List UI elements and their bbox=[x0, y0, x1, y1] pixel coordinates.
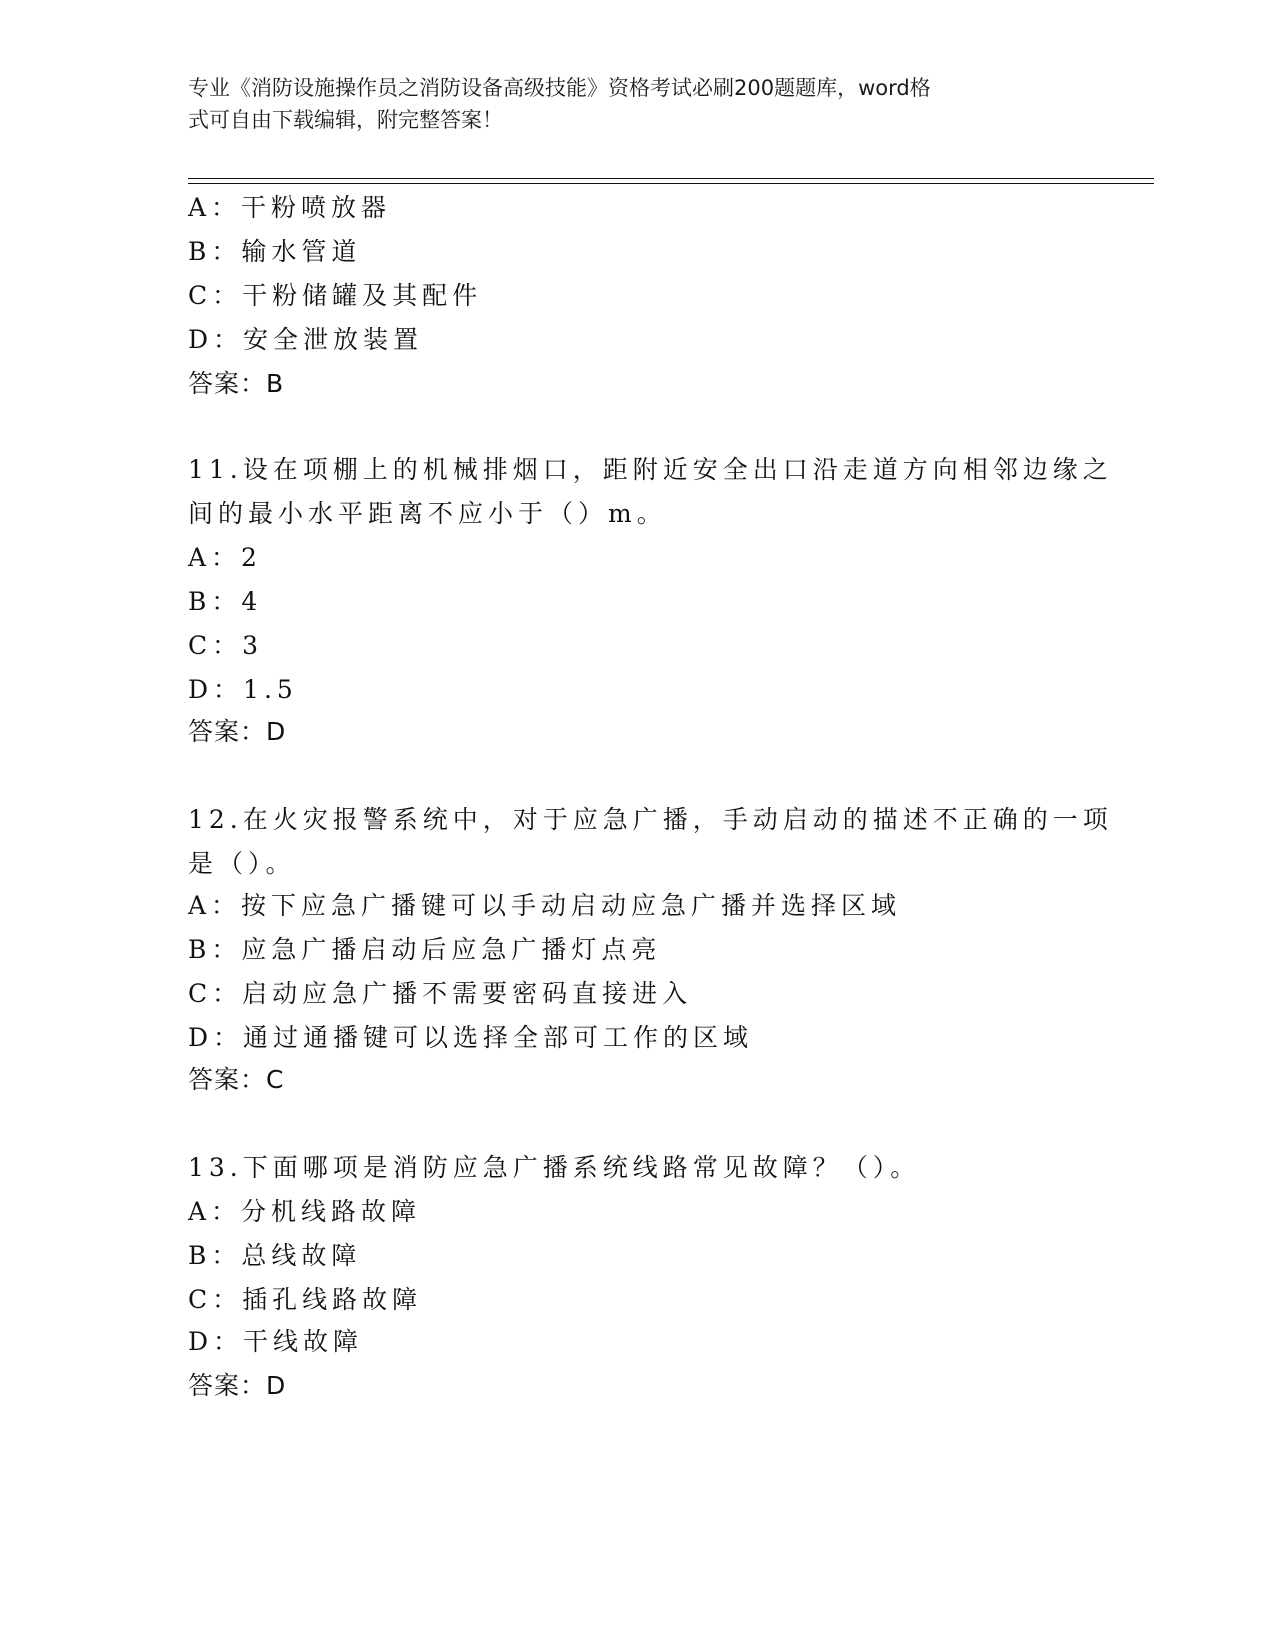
answer-label: 答案：B bbox=[188, 369, 285, 398]
option-a: A：分机线路故障 bbox=[188, 1197, 422, 1226]
answer-label: 答案：D bbox=[188, 1371, 287, 1400]
header-rule-bottom bbox=[188, 183, 1154, 184]
document-header bbox=[188, 72, 1068, 136]
option-b: B：应急广播启动后应急广播灯点亮 bbox=[188, 935, 662, 964]
option-c: C：3 bbox=[188, 631, 264, 660]
option-c: C：干粉储罐及其配件 bbox=[188, 281, 483, 310]
option-a: A：2 bbox=[188, 543, 262, 572]
question-stem: 12.在火灾报警系统中，对于应急广播，手动启动的描述不正确的一项 bbox=[188, 805, 1113, 834]
option-a: A：干粉喷放器 bbox=[188, 193, 392, 222]
option-d: D：安全泄放装置 bbox=[188, 325, 424, 354]
option-a: A：按下应急广播键可以手动启动应急广播并选择区域 bbox=[188, 891, 902, 920]
header-rule-top bbox=[188, 178, 1154, 179]
option-c: C：插孔线路故障 bbox=[188, 1285, 423, 1314]
header-line-2: 式可自由下载编辑，附完整答案！ bbox=[188, 108, 503, 132]
option-b: B：输水管道 bbox=[188, 237, 362, 266]
option-d: D：1.5 bbox=[188, 675, 298, 704]
option-d: D：通过通播键可以选择全部可工作的区域 bbox=[188, 1023, 754, 1052]
question-stem-continued: 间的最小水平距离不应小于（）m。 bbox=[188, 499, 667, 528]
option-b: B：4 bbox=[188, 587, 263, 616]
question-stem-continued: 是（）。 bbox=[188, 849, 296, 878]
answer-label: 答案：D bbox=[188, 717, 287, 746]
question-stem: 11.设在项棚上的机械排烟口，距附近安全出口沿走道方向相邻边缘之 bbox=[188, 455, 1113, 484]
question-stem: 13.下面哪项是消防应急广播系统线路常见故障？（）。 bbox=[188, 1153, 921, 1182]
option-b: B：总线故障 bbox=[188, 1241, 362, 1270]
option-c: C：启动应急广播不需要密码直接进入 bbox=[188, 979, 693, 1008]
header-line-1: 专业《消防设施操作员之消防设备高级技能》资格考试必刷200题题库，word格 bbox=[188, 76, 931, 100]
option-d: D：干线故障 bbox=[188, 1327, 364, 1356]
answer-label: 答案：C bbox=[188, 1065, 285, 1094]
